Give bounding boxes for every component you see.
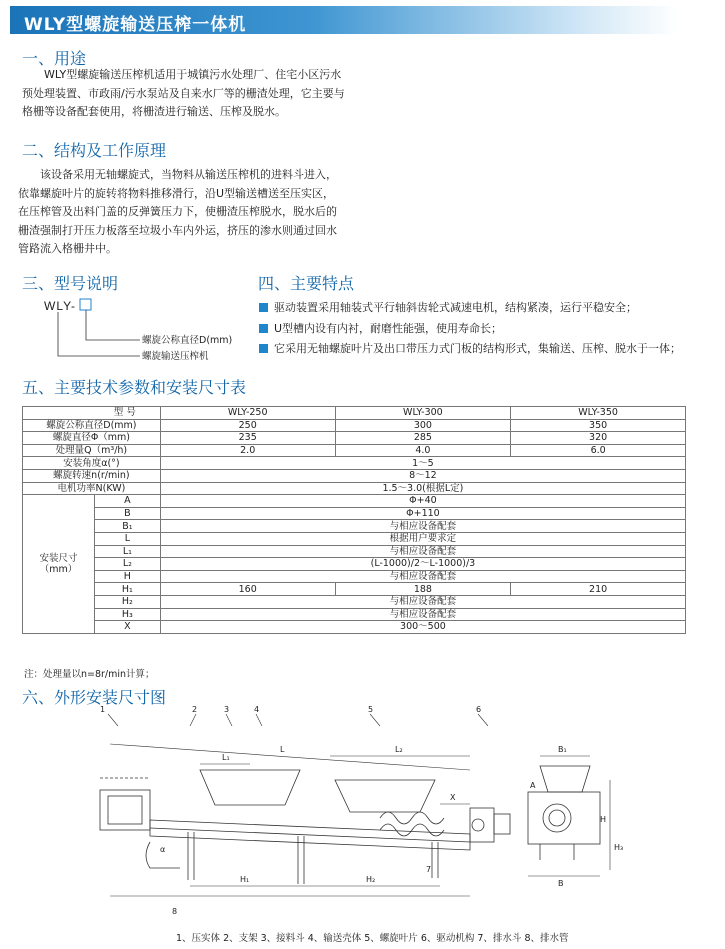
side-view-hopper (540, 766, 590, 792)
dim-label: L₁ (222, 753, 230, 762)
row-label-cell: L (94, 532, 160, 545)
spec-table (22, 406, 686, 634)
table-row (23, 532, 686, 545)
model-header-cell: WLY-300 (335, 407, 511, 420)
dim-label: L (280, 745, 285, 754)
principle-line: 在压榨管及出料门盖的反弹簧压力下，使栅渣压榨脱水，脱水后的 (18, 205, 337, 218)
value-cell: 235 (160, 432, 335, 445)
part-label: 4 (254, 705, 260, 714)
table-header-row (23, 407, 686, 420)
feature-text: U型槽内设有内衬，耐磨性能强，使用寿命长； (274, 322, 503, 335)
bullet-icon (259, 324, 268, 333)
value-cell: 300～500 (160, 621, 685, 634)
part-label: 7 (426, 865, 432, 874)
row-label-cell: 螺旋公称直径D(mm) (23, 419, 161, 432)
feature-item (259, 320, 502, 336)
table-row (23, 570, 686, 583)
table-row (23, 457, 686, 470)
feature-text: 驱动装置采用轴装式平行轴斜齿轮式减速电机，结构紧凑，运行平稳安全； (274, 301, 637, 314)
value-cell: 根据用户要求定 (160, 532, 685, 545)
value-cell: 2.0 (160, 444, 335, 457)
table-row (23, 432, 686, 445)
row-label-cell: 螺旋直径Φ（mm) (23, 432, 161, 445)
table-row (23, 558, 686, 571)
bullet-icon (259, 303, 268, 312)
section-drawing-heading: 六、外形安装尺寸图 (22, 688, 167, 707)
title-bar (10, 6, 678, 34)
table-row (23, 469, 686, 482)
usage-paragraph (22, 66, 362, 122)
model-header-cell: WLY-250 (160, 407, 335, 420)
principle-line: 该设备采用无轴螺旋式，当物料从输送压榨机的进料斗进入， (40, 168, 337, 181)
table-row (23, 419, 686, 432)
drawing-caption: 1、压实体 2、支架 3、接料斗 4、输送壳体 5、螺旋叶片 6、驱动机构 7、排水斗 8、排水管 (176, 933, 569, 944)
row-label-cell: L₂ (94, 558, 160, 571)
table-note: 注：处理量以n=8r/min计算； (24, 669, 155, 680)
usage-line: 预处理装置、市政雨/污水泵站及自来水厂等的栅渣处理，它主要与 (22, 86, 345, 100)
feature-item (259, 340, 681, 356)
value-cell: 350 (511, 419, 686, 432)
value-cell: 8～12 (160, 469, 685, 482)
part-label: 2 (192, 705, 198, 714)
table-row (23, 583, 686, 596)
usage-line: WLY型螺旋输送压榨机适用于城镇污水处理厂、住宅小区污水 (44, 68, 342, 81)
install-unit: （mm） (39, 563, 78, 575)
value-cell: 与相应设备配套 (160, 595, 685, 608)
value-cell: 300 (335, 419, 511, 432)
row-label-cell: 处理量Q（m³/h) (23, 444, 161, 457)
section-specs-heading: 五、主要技术参数和安装尺寸表 (22, 378, 247, 397)
section-features-heading: 四、主要特点 (258, 274, 355, 293)
principle-line: 栅渣强制打开压力板落至垃圾小车内外运，挤压的渗水则通过回水 (18, 223, 337, 237)
spiral-blade (380, 812, 444, 824)
side-view-body (528, 792, 600, 844)
installation-drawing (0, 700, 725, 928)
value-cell: 250 (160, 419, 335, 432)
part-label: 6 (476, 705, 482, 714)
table-row (23, 444, 686, 457)
row-label-cell: A (94, 495, 160, 508)
model-label-d: 螺旋公称直径D(mm) (142, 335, 233, 346)
value-cell: 1.5～3.0(根据L定) (160, 482, 685, 495)
value-cell: 1～5 (160, 457, 685, 470)
part-label: 1 (100, 705, 106, 714)
value-cell: 与相应设备配套 (160, 608, 685, 621)
dim-label: L₂ (395, 745, 403, 754)
dim-label: H₁ (240, 875, 250, 884)
row-label-cell: H₃ (94, 608, 160, 621)
model-diagram (20, 292, 250, 364)
row-label-cell: B₁ (94, 520, 160, 533)
principle-paragraph (18, 166, 363, 259)
value-cell: 与相应设备配套 (160, 570, 685, 583)
install-label: 安装尺寸 (39, 552, 78, 564)
row-label-cell: X (94, 621, 160, 634)
value-cell: 6.0 (511, 444, 686, 457)
row-label-cell: H₂ (94, 595, 160, 608)
dim-label: A (530, 781, 536, 790)
dim-label: H₂ (366, 875, 376, 884)
dim-label: H (600, 815, 607, 824)
table-row (23, 482, 686, 495)
value-cell: 4.0 (335, 444, 511, 457)
section-model-heading: 三、型号说明 (22, 274, 119, 293)
value-cell: 与相应设备配套 (160, 520, 685, 533)
section-usage-heading: 一、用途 (22, 49, 87, 68)
row-label-cell: 电机功率N(KW) (23, 482, 161, 495)
principle-line: 管路流入格栅井中。 (18, 242, 117, 255)
row-label-cell: H (94, 570, 160, 583)
row-label-cell: 螺旋转速n(r/min) (23, 469, 161, 482)
dim-label: α (160, 845, 166, 854)
value-cell: 210 (511, 583, 686, 596)
principle-line: 依靠螺旋叶片的旋转将物料推移滑行，沿U型输送槽送至压实区， (18, 186, 335, 200)
page-title: WLY型螺旋输送压榨一体机 (24, 15, 247, 35)
section-principle-heading: 二、结构及工作原理 (22, 141, 167, 160)
row-label-cell: L₁ (94, 545, 160, 558)
value-cell: 285 (335, 432, 511, 445)
value-cell: Φ+110 (160, 507, 685, 520)
table-row (23, 595, 686, 608)
header-cell: 型 号 (23, 407, 161, 420)
table-row (23, 608, 686, 621)
model-code: WLY- (44, 299, 77, 313)
part-label: 8 (172, 907, 178, 916)
row-label-cell: H₁ (94, 583, 160, 596)
table-row (23, 520, 686, 533)
drive-unit (470, 808, 494, 842)
row-label-cell: B (94, 507, 160, 520)
table-row (23, 545, 686, 558)
table-row (23, 495, 686, 508)
dim-label: H₃ (614, 843, 624, 852)
inlet-hopper (335, 780, 435, 812)
value-cell: Φ+40 (160, 495, 685, 508)
install-group-cell (23, 495, 95, 634)
value-cell: 与相应设备配套 (160, 545, 685, 558)
model-header-cell: WLY-350 (511, 407, 686, 420)
dim-label: X (450, 793, 456, 802)
value-cell: 188 (335, 583, 511, 596)
model-code-box (80, 299, 91, 310)
part-label: 5 (368, 705, 374, 714)
usage-line: 格栅等设备配套使用，将栅渣进行输送、压榨及脱水。 (22, 105, 286, 118)
dim-label: B₁ (558, 745, 567, 754)
feature-text: 它采用无轴螺旋叶片及出口带压力式门板的结构形式，集输送、压榨、脱水于一体； (274, 342, 681, 355)
inlet-hopper (200, 770, 300, 805)
table-row (23, 507, 686, 520)
feature-item (259, 299, 637, 315)
model-label-name: 螺旋输送压榨机 (142, 351, 209, 362)
row-label-cell: 安装角度α(°) (23, 457, 161, 470)
table-row (23, 621, 686, 634)
value-cell: (L-1000)/2～L-1000)/3 (160, 558, 685, 571)
bullet-icon (259, 344, 268, 353)
value-cell: 160 (160, 583, 335, 596)
dim-label: B (558, 879, 564, 888)
part-label: 3 (224, 705, 230, 714)
value-cell: 320 (511, 432, 686, 445)
